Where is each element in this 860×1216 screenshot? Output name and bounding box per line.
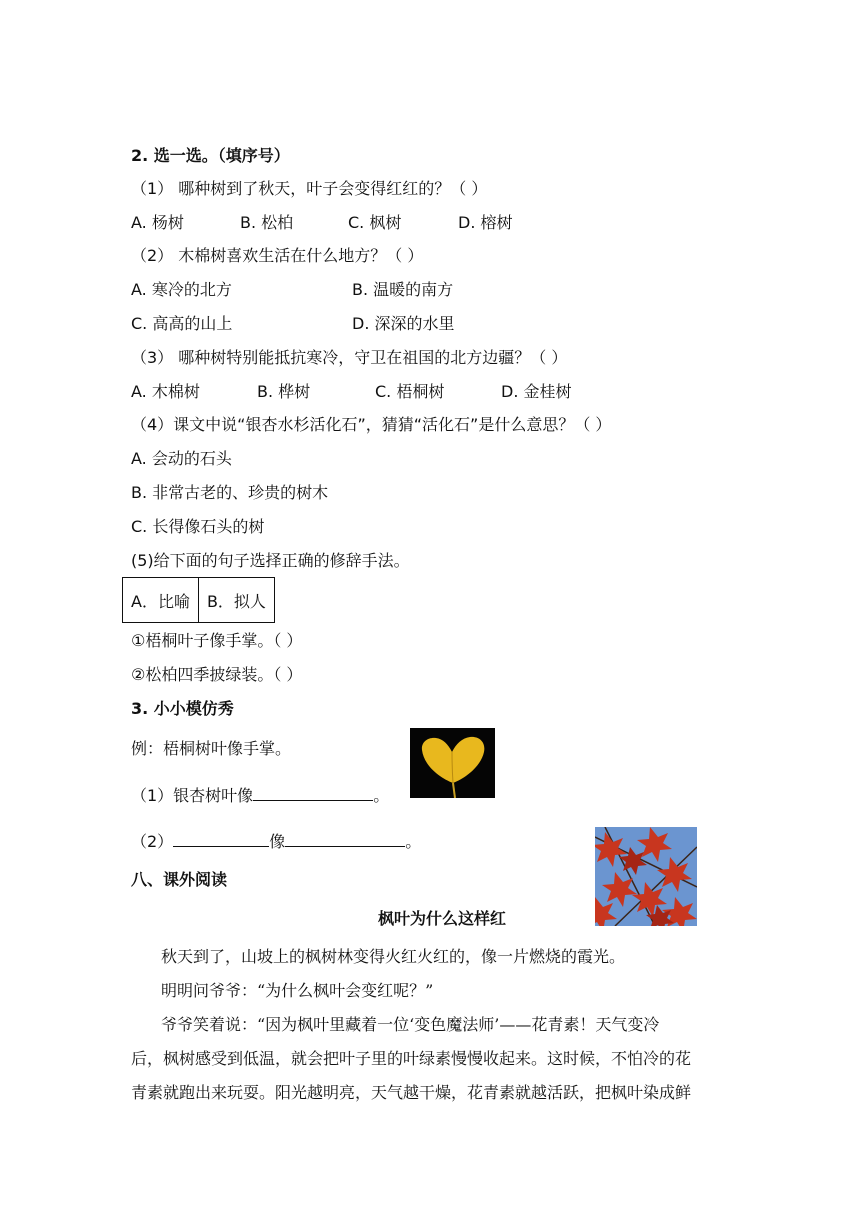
rhetoric-option-a: A．比喻 bbox=[123, 578, 199, 623]
maple-leaves-photo bbox=[595, 827, 697, 926]
article-title: 枫叶为什么这样红 bbox=[378, 909, 507, 928]
article-paragraph-3-line-1: 爷爷笑着说：“因为枫叶里藏着一位‘变色魔法师’——花青素！天气变冷 bbox=[161, 1015, 660, 1034]
question-1-stem: （1） 哪种树到了秋天，叶子会变得红红的？（ ） bbox=[131, 179, 488, 198]
q5-item-1: ①梧桐叶子像手掌。（ ） bbox=[131, 631, 303, 650]
q2-option-d: D. 深深的水里 bbox=[352, 314, 455, 333]
rhetoric-option-b: B．拟人 bbox=[198, 578, 274, 623]
q2-option-a: A. 寒冷的北方 bbox=[131, 280, 232, 299]
rhetoric-options-table bbox=[122, 577, 275, 623]
ginkgo-leaf-blade bbox=[422, 737, 484, 783]
ginkgo-leaf-photo bbox=[410, 728, 495, 798]
imitation-item-1-suffix: 。 bbox=[373, 786, 390, 805]
example-sentence: 例：梧桐树叶像手掌。 bbox=[131, 739, 292, 758]
q1-option-c: C. 枫树 bbox=[348, 213, 402, 232]
ginkgo-leaf-illustration bbox=[410, 728, 495, 798]
q4-option-c: C. 长得像石头的树 bbox=[131, 517, 265, 536]
question-4-stem: （4）课文中说“银杏水杉活化石”，猜猜“活化石”是什么意思？（ ） bbox=[131, 415, 612, 434]
q2-option-b: B. 温暖的南方 bbox=[352, 280, 454, 299]
q1-option-b: B. 松柏 bbox=[240, 213, 294, 232]
section-2-title: 2. 选一选。（填序号） bbox=[131, 146, 290, 165]
q3-option-a: A. 木棉树 bbox=[131, 382, 200, 401]
answer-blank-2[interactable] bbox=[173, 828, 269, 847]
question-2-stem: （2） 木棉树喜欢生活在什么地方？（ ） bbox=[131, 246, 424, 265]
question-3-stem: （3） 哪种树特别能抵抗寒冷，守卫在祖国的北方边疆？（ ） bbox=[131, 348, 568, 367]
q2-option-c: C. 高高的山上 bbox=[131, 314, 233, 333]
section-3-title: 3. 小小模仿秀 bbox=[131, 699, 234, 718]
imitation-item-2-prefix: （2） bbox=[131, 832, 174, 851]
article-paragraph-2: 明明问爷爷：“为什么枫叶会变红呢？” bbox=[161, 981, 434, 1000]
q4-option-b: B. 非常古老的、珍贵的树木 bbox=[131, 483, 329, 502]
q3-option-c: C. 梧桐树 bbox=[375, 382, 445, 401]
article-paragraph-1: 秋天到了，山坡上的枫树林变得火红火红的，像一片燃烧的霞光。 bbox=[161, 947, 626, 966]
imitation-item-2-middle: 像 bbox=[269, 832, 286, 851]
article-paragraph-3-line-3: 青素就跑出来玩耍。阳光越明亮，天气越干燥，花青素就越活跃，把枫叶染成鲜 bbox=[131, 1083, 692, 1102]
q5-item-2: ②松柏四季披绿装。（ ） bbox=[131, 665, 303, 684]
imitation-item-1 bbox=[131, 782, 389, 807]
q1-option-d: D. 榕树 bbox=[458, 213, 513, 232]
answer-blank-3[interactable] bbox=[285, 828, 405, 847]
q1-option-a: A. 杨树 bbox=[131, 213, 184, 232]
answer-blank-1[interactable] bbox=[253, 782, 373, 801]
imitation-item-2 bbox=[131, 828, 421, 853]
article-paragraph-3-line-2: 后，枫树感受到低温，就会把叶子里的叶绿素慢慢收起来。这时候，不怕冷的花 bbox=[131, 1049, 692, 1068]
q3-option-d: D. 金桂树 bbox=[501, 382, 572, 401]
imitation-item-2-suffix: 。 bbox=[405, 832, 422, 851]
question-5-stem: (5)给下面的句子选择正确的修辞手法。 bbox=[131, 551, 410, 570]
q4-option-a: A. 会动的石头 bbox=[131, 449, 232, 468]
section-8-title: 八、课外阅读 bbox=[131, 870, 228, 889]
maple-leaves-illustration bbox=[595, 827, 697, 926]
imitation-item-1-prefix: （1）银杏树叶像 bbox=[131, 786, 254, 805]
q3-option-b: B. 桦树 bbox=[257, 382, 311, 401]
ginkgo-leaf-stem bbox=[453, 783, 455, 798]
